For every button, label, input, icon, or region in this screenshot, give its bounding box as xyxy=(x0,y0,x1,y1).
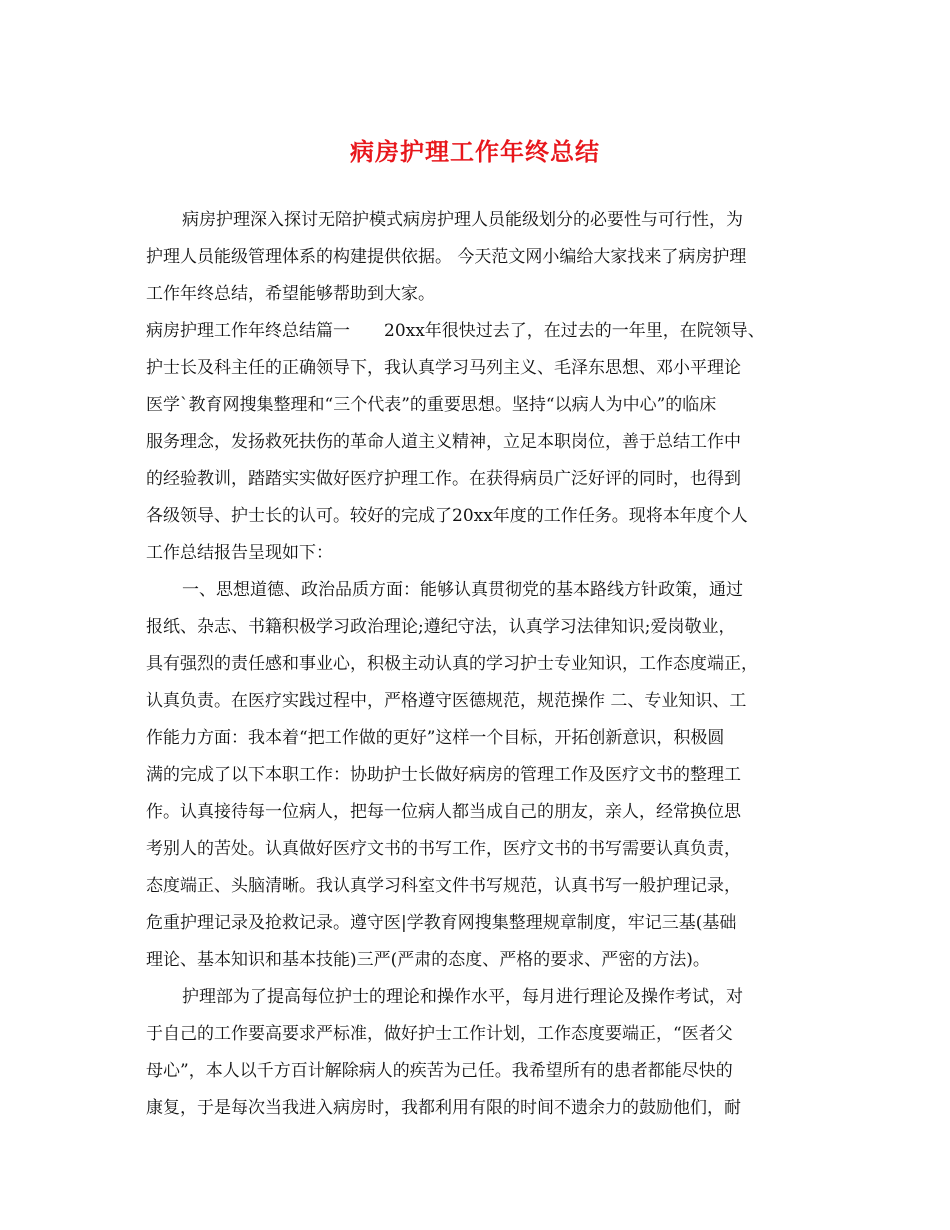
body-line: 报纸、杂志、书籍积极学习政治理论;遵纪守法，认真学习法律知识;爱岗敬业， xyxy=(146,617,736,637)
body-line: 工作年终总结，希望能够帮助到大家。 xyxy=(146,284,435,304)
body-line: 护理人员能级管理体系的构建提供依据。 今天范文网小编给大家找来了病房护理 xyxy=(146,247,747,267)
body-line: 认真负责。在医疗实践过程中，严格遵守医德规范，规范操作 二、专业知识、工 xyxy=(146,691,747,711)
body-line: 满的完成了以下本职工作：协助护士长做好病房的管理工作及医疗文书的整理工 xyxy=(146,765,741,785)
body-line: 护士长及科主任的正确领导下，我认真学习马列主义、毛泽东思想、邓小平理论 xyxy=(146,358,741,378)
body-line: 工作总结报告呈现如下： xyxy=(146,543,333,563)
body-line: 病房护理工作年终总结篇一 20xx年很快过去了，在过去的一年里，在院领导、 xyxy=(146,321,765,341)
body-line: 病房护理深入探讨无陪护模式病房护理人员能级划分的必要性与可行性，为 xyxy=(182,210,743,230)
body-line: 母心”，本人以千方百计解除病人的疾苦为己任。我希望所有的患者都能尽快的 xyxy=(146,1061,733,1081)
body-line: 态度端正、头脑清晰。我认真学习科室文件书写规范，认真书写一般护理记录， xyxy=(146,876,741,896)
body-line: 具有强烈的责任感和事业心，积极主动认真的学习护士专业知识，工作态度端正， xyxy=(146,654,758,674)
body-line: 各级领导、护士长的认可。较好的完成了20xx年度的工作任务。现将本年度个人 xyxy=(146,506,748,526)
body-line: 危重护理记录及抢救记录。遵守医|学教育网搜集整理规章制度，牢记三基(基础 xyxy=(146,913,737,933)
body-line: 护理部为了提高每位护士的理论和操作水平，每月进行理论及操作考试，对 xyxy=(182,987,743,1007)
body-line: 的经验教训，踏踏实实做好医疗护理工作。在获得病员广泛好评的同时，也得到 xyxy=(146,469,741,489)
body-line: 作。认真接待每一位病人，把每一位病人都当成自己的朋友，亲人，经常换位思 xyxy=(146,802,741,822)
document-title: 病房护理工作年终总结 xyxy=(350,138,600,166)
body-line: 于自己的工作要高要求严标准，做好护士工作计划，工作态度要端正，“医者父 xyxy=(146,1024,733,1044)
body-line: 作能力方面：我本着“把工作做的更好”这样一个目标，开拓创新意识，积极圆 xyxy=(146,728,725,748)
body-line: 理论、基本知识和基本技能)三严(严肃的态度、严格的要求、严密的方法)。 xyxy=(146,950,710,970)
body-line: 一、思想道德、政治品质方面：能够认真贯彻党的基本路线方针政策，通过 xyxy=(182,580,743,600)
body-line: 考别人的苦处。认真做好医疗文书的书写工作，医疗文书的书写需要认真负责， xyxy=(146,839,741,859)
body-line: 医学`教育网搜集整理和“三个代表”的重要思想。坚持“以病人为中心”的临床 xyxy=(146,395,717,415)
body-line: 康复，于是每次当我进入病房时，我都利用有限的时间不遗余力的鼓励他们，耐 xyxy=(146,1098,741,1118)
body-line: 服务理念，发扬救死扶伤的革命人道主义精神，立足本职岗位，善于总结工作中 xyxy=(146,432,741,452)
